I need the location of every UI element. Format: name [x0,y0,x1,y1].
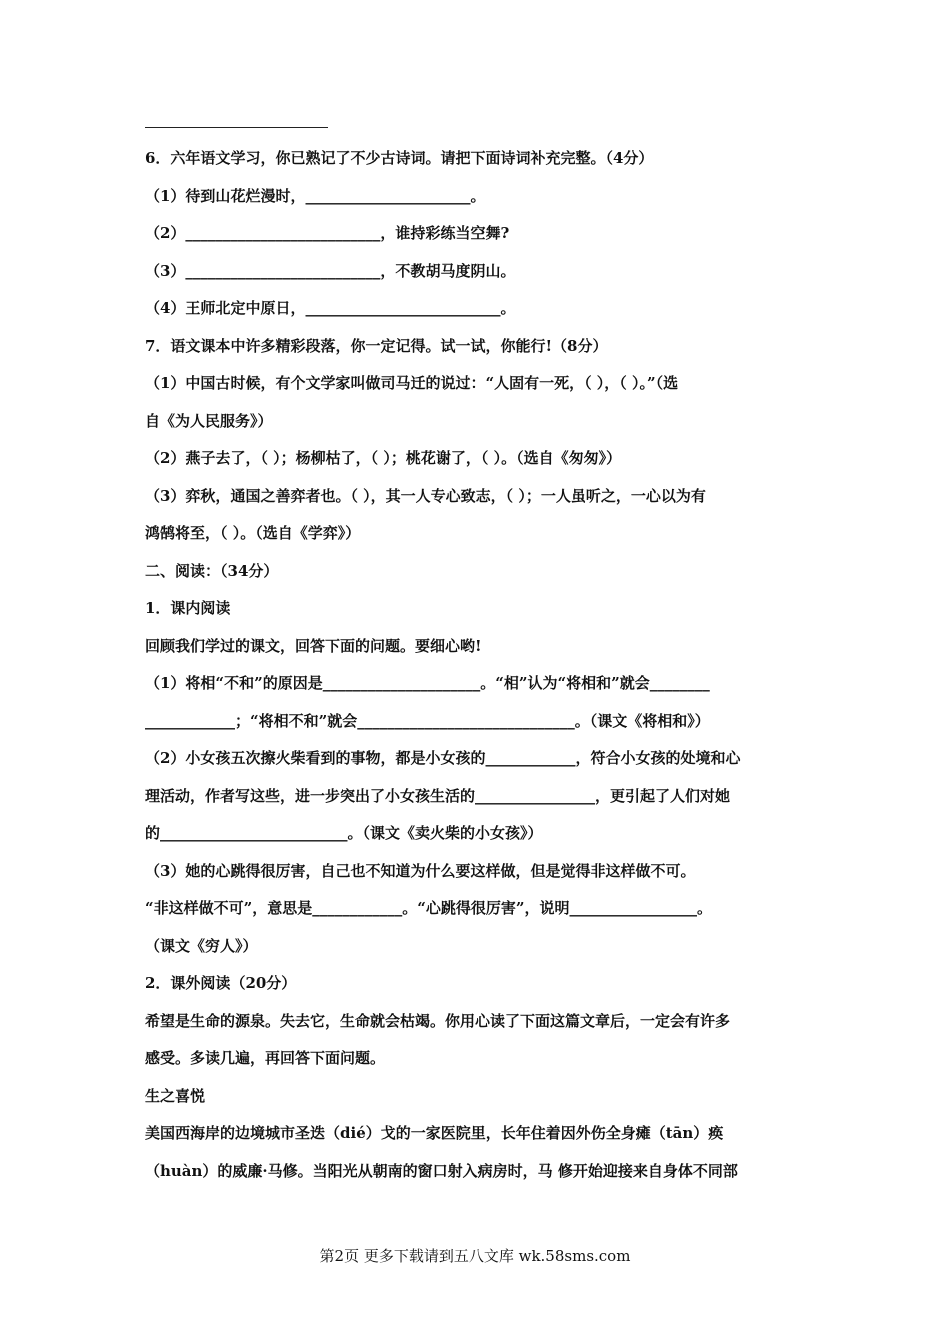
text-line: 理活动，作者写这些，进一步突出了小女孩生活的________________，更引起了人们对她 [145,786,731,805]
text-line: （课文《穷人》） [145,936,258,955]
answer-line-continuation [145,127,328,128]
text-line: 生之喜悦 [145,1086,206,1105]
text-line: （2）燕子去了，（ ）；杨柳枯了，（ ）；桃花谢了，（ ）。（选自《匆匆》） [145,449,622,467]
text-line: （4）王师北定中原日，__________________________。 [145,299,516,317]
text-line: ____________；“将相不和”就会_____________________________。（课文《将相和》） [145,711,710,730]
text-line: （1）将相“不和”的原因是_____________________。“相”认为“将相和”就会________ [145,674,710,692]
text-line: （1）待到山花烂漫时，______________________。 [145,186,486,205]
text-line: 希望是生命的源泉。失去它，生命就会枯竭。你用心读了下面这篇文章后，一定会有许多 [145,1011,731,1030]
text-line: 自《为人民服务》） [145,411,273,430]
text-line: （1）中国古时候，有个文学家叫做司马迁的说过：“人固有一死，（ ），（ ）。”（选 [145,374,679,392]
text-line: 2．课外阅读（20分） [145,974,297,992]
page-content [145,127,807,1198]
text-line: 6．六年语文学习，你已熟记了不少古诗词。请把下面诗词补充完整。（4分） [145,149,654,167]
text-line: 7．语文课本中许多精彩段落，你一定记得。试一试，你能行!（8分） [145,336,608,355]
text-line: （2）__________________________，谁持彩练当空舞? [145,224,510,242]
text-line: （3）弈秋，通国之善弈者也。（ ），其一人专心致志，（ ）；一人虽听之，一心以为有 [145,486,706,505]
text-line: “非这样做不可”，意思是____________。“心跳得很厉害”，说明_________________。 [145,899,713,917]
text-line: 回顾我们学过的课文，回答下面的问题。要细心哟! [145,636,482,655]
text-line: （3）__________________________，不教胡马度阴山。 [145,261,516,280]
text-line: 的_________________________。（课文《卖火柴的小女孩》） [145,824,543,842]
text-line: 二、阅读：（34分） [145,561,279,580]
text-body [145,148,807,1181]
page-footer: 第2页 更多下载请到五八文库 wk.58sms.com [319,1247,631,1265]
text-line: 1．课内阅读 [145,599,231,617]
text-line: 美国西海岸的边境城市圣迭（dié）戈的一家医院里，长年住着因外伤全身瘫（tān）痪 [145,1124,724,1142]
text-line: （huàn）的威廉·马修。当阳光从朝南的窗口射入病房时，马 修开始迎接来自身体不同部 [145,1161,738,1180]
text-line: （2）小女孩五次擦火柴看到的事物，都是小女孩的____________，符合小女孩的处境和心 [145,749,741,767]
text-line: （3）她的心跳得很厉害，自己也不知道为什么要这样做，但是觉得非这样做不可。 [145,861,696,880]
text-line: 鸿鹄将至，（ ）。（选自《学弈》） [145,524,361,542]
text-line: 感受。多读几遍，再回答下面问题。 [145,1049,386,1067]
